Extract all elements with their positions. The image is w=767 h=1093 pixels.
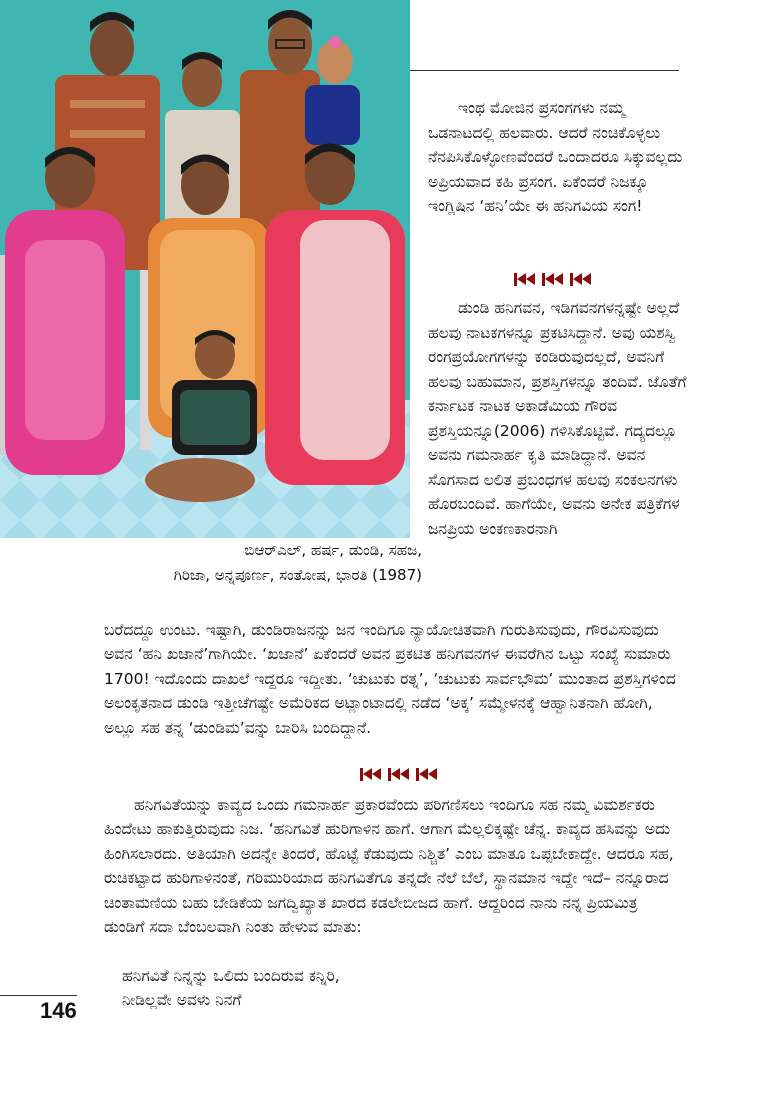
family-photo-illustration xyxy=(0,0,410,538)
paragraph-3: ಹನಿಗವಿತೆಯನ್ನು ಕಾವ್ಯದ ಒಂದು ಗಮನಾರ್ಹ ಪ್ರಕಾರವೆಂದು ಪರಿಗಣಿಸಲು ಇಂದಿಗೂ ಸಹ ನಮ್ಮ ವಿಮರ್ಶಕರು ಹಿಂದೇಟು ಹಾಕುತ್ತಿರುವುದು ನಿಜ. ‘ಹನಿಗವಿತೆ ಹುರಿಗಾಳಿನ ಹಾಗೆ. ಆಗಾಗ ಮೆಲ್ಲಲಿಕ್ಕಷ್ಟೇ ಚೆನ್ನ. ಕಾವ್ಯದ ಹಸಿವನ್ನು ಅದು ಹಿಂಗಿಸಲಾರದು. ಅತಿಯಾಗಿ ಅದನ್ನೇ ತಿಂದರೆ, ಹೊಟ್ಟೆ ಕೆಡುವುದು ನಿಶ್ಚಿತ’ ಎಂಬ ಮಾತೂ ಒಪ್ಪಬೇಕಾದ್ದೇ. ಆದರೂ ಸಹ, ರುಚಿಕಟ್ಟಾದ ಹುರಿಗಾಳಿನಂತೆ, ಗರಿಮುರಿಯಾದ ಹನಿಗವಿತೆಗೂ ತನ್ನದೇ ನೆಲೆ ಬೆಲೆ, ಸ್ಥಾನಮಾನ ಇದ್ದೇ ಇದೆ– ನನ್ನೂರಾದ ಚಿಂತಾಮಣಿಯ ಬಹು ಬೇಡಿಕೆಯ ಜಗದ್ವಿಖ್ಯಾತ ಖಾರದ ಕಡಲೇಬೀಜದ ಹಾಗೆ. ಆದ್ದರಿಂದ ನಾನು ನನ್ನ ಪ್ರಿಯಮಿತ್ರ ಡುಂಡಿಗೆ ಸದಾ ಬೆಂಬಲವಾಗಿ ನಿಂತು ಹೇಳುವ ಮಾತು: xyxy=(104,796,674,937)
photo-caption xyxy=(70,538,422,588)
family-photo xyxy=(0,0,410,538)
page-number-rule xyxy=(0,995,77,996)
rewind-ornament-icon xyxy=(388,768,410,781)
rewind-ornament-icon xyxy=(360,768,382,781)
header-rule xyxy=(410,70,679,71)
paragraph-2: ಡುಂಡಿ ಹನಿಗವನ, ಇಡಿಗವನಗಳನ್ನಷ್ಟೇ ಅಲ್ಲದೆ ಹಲವು ನಾಟಕಗಳನ್ನೂ ಪ್ರಕಟಿಸಿದ್ದಾನೆ. ಅವು ಯಶಸ್ವಿ ರಂಗಪ್ರಯೋಗಗಳನ್ನು ಕಂಡಿರುವುದಲ್ಲದೆ, ಅವನಿಗೆ ಹಲವು ಬಹುಮಾನ, ಪ್ರಶಸ್ತಿಗಳನ್ನೂ ತಂದಿವೆ. ಜೊತೆಗೆ ಕರ್ನಾಟಕ ನಾಟಕ ಅಕಾಡೆಮಿಯ ಗೌರವ ಪ್ರಶಸ್ತಿಯನ್ನೂ(2006) ಗಳಿಸಿಕೊಟ್ಟಿವೆ. ಗದ್ಯದಲ್ಲೂ ಅವನು ಗಮನಾರ್ಹ ಕೃತಿ ಮಾಡಿದ್ದಾನೆ. ಅವನ ಸೊಗಸಾದ ಲಲಿತ ಪ್ರಬಂಧಗಳ ಹಲವು ಸಂಕಲನಗಳು ಹೊರಬಂದಿವೆ. ಹಾಗೆಯೇ, ಅವನು ಅನೇಕ ಪತ್ರಿಕೆಗಳ ಜನಪ್ರಿಯ ಅಂಕಣಕಾರನಾಗಿ xyxy=(428,299,687,538)
rewind-ornament-icon xyxy=(514,273,536,286)
rewind-ornament-icon xyxy=(416,768,438,781)
poem-line-1: ಹನಿಗವಿತೆ ನಿನ್ನನ್ನು ಒಲಿದು ಬಂದಿರುವ ಕನ್ನಿರಿ, xyxy=(122,967,340,985)
section-separator xyxy=(514,273,592,286)
caption-line-1: ಬಿಆರ್‌ಎಲ್, ಹರ್ಷ, ಡುಂಡಿ, ಸಹಜ, xyxy=(244,541,422,559)
page-number: 146 xyxy=(40,998,77,1023)
rewind-ornament-icon xyxy=(570,273,592,286)
caption-line-2: ಗಿರಿಜಾ, ಅನ್ನಪೂರ್ಣ, ಸಂತೋಷ, ಭಾರತಿ (1987) xyxy=(173,566,422,584)
section-separator xyxy=(360,768,438,781)
poem-line-2: ನೀಡಿಲ್ಲವೇ ಅವಳು ನಿನಗೆ xyxy=(122,991,242,1009)
rewind-ornament-icon xyxy=(542,273,564,286)
paragraph-1: ಇಂಥ ಮೋಜಿನ ಪ್ರಸಂಗಗಳು ನಮ್ಮ ಒಡನಾಟದಲ್ಲಿ ಹಲವಾರು. ಆದರೆ ನಂಚಿಕೊಳ್ಳಲು ನೆನಪಿಸಿಕೊಳ್ಳೋಣವೆಂದರೆ ಒಂದಾದರೂ ಸಿಕ್ಕುವಲ್ಲದು ಅಪ್ರಿಯವಾದ ಕಹಿ ಪ್ರಸಂಗ. ಏಕೆಂದರೆ ನಿಜಕ್ಕೂ ಇಂಗ್ಲಿಷಿನ ‘ಹನಿ’ಯೇ ಈ ಹನಿಗವಿಯ ಸಂಗ! xyxy=(428,99,683,215)
paragraph-2-continued: ಬರೆದದ್ದೂ ಉಂಟು. ಇಷ್ಟಾಗಿ, ಡುಂಡಿರಾಜನನ್ನು ಜನ ಇಂದಿಗೂ ನ್ಯಾಯೋಚಿತವಾಗಿ ಗುರುತಿಸುವುದು, ಗೌರವಿಸುವುದು ಅವನ ‘ಹನಿ ಖಜಾನೆ’ಗಾಗಿಯೇ. ‘ಖಜಾನೆ’ ಏಕೆಂದರೆ ಅವನ ಪ್ರಕಟಿತ ಹನಿಗವನಗಳ ಈವರೆಗಿನ ಒಟ್ಟು ಸಂಖ್ಯೆ ಸುಮಾರು 1700! ಇದೊಂದು ದಾಖಲೆ ಇದ್ದರೂ ಇದ್ದೀತು. ‘ಚುಟುಕು ರತ್ನ’, ‘ಚುಟುಕು ಸಾರ್ವಭೌಮ’ ಮುಂತಾದ ಪ್ರಶಸ್ತಿಗಳಿಂದ ಅಲಂಕೃತನಾದ ಡುಂಡಿ ಇತ್ತೀಚೆಗಷ್ಟೇ ಅಮೆರಿಕದ ಅಟ್ಲಾಂಟಾದಲ್ಲಿ ನಡೆದ ‘ಅಕ್ಕ’ ಸಮ್ಮೇಳನಕ್ಕೆ ಆಹ್ವಾನಿತನಾಗಿ ಹೋಗಿ, ಅಲ್ಲೂ ಸಹ ತನ್ನ ‘ಡುಂಡಿಮ’ವನ್ನು ಬಾರಿಸಿ ಬಂದಿದ್ದಾನೆ. xyxy=(104,621,676,737)
